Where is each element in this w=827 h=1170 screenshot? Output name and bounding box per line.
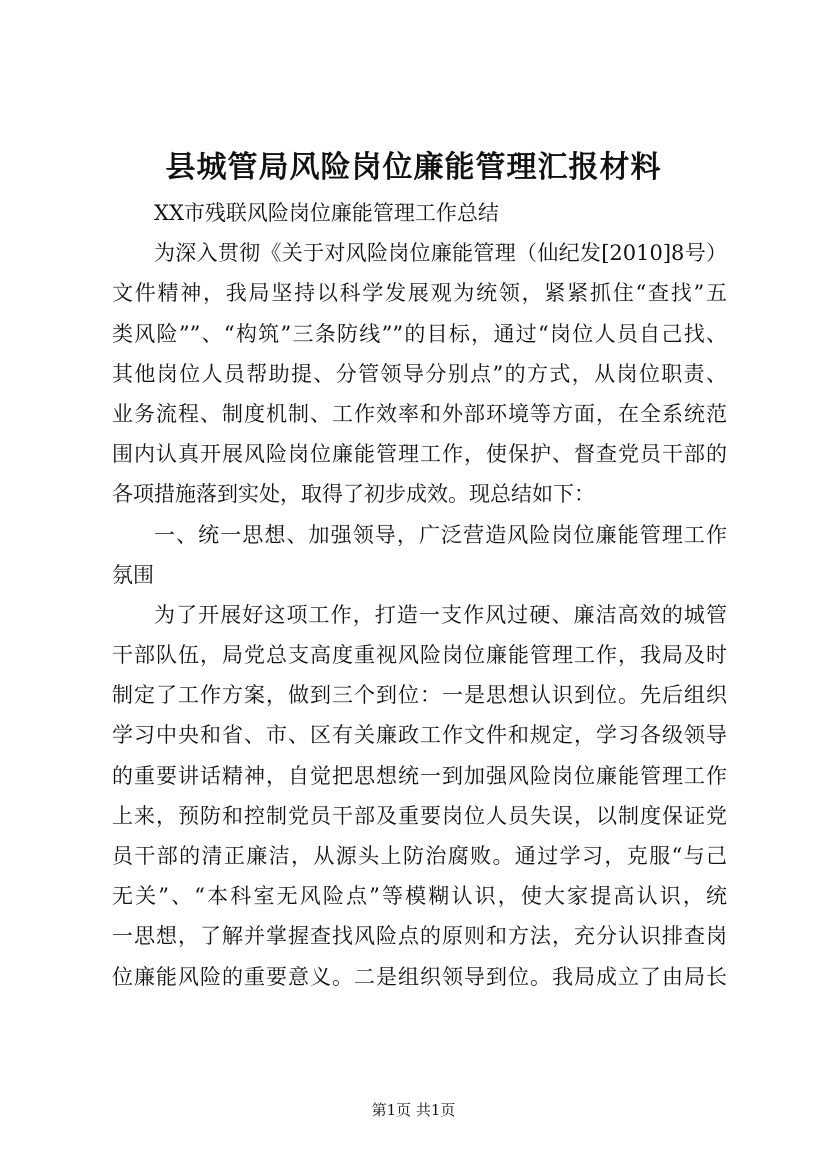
paragraph-line: 一思想，了解并掌握查找风险点的原则和方法，充分认识排查岗 [112,924,727,949]
paragraph-line: 围内认真开展风险岗位廉能管理工作，使保护、督查党员干部的 [112,442,727,467]
paragraph-line: 为了开展好这项工作，打造一支作风过硬、廉洁高效的城管 [154,602,727,627]
paragraph-line: 员干部的清正廉洁，从源头上防治腐败。通过学习，克服“与己 [112,844,727,868]
paragraph-line: 制定了工作方案，做到三个到位：一是思想认识到位。先后组织 [112,683,727,708]
paragraph-line: 为深入贯彻《关于对风险岗位廉能管理（仙纪发[2010]8号） [154,241,727,266]
paragraph-line: 上来，预防和控制党员干部及重要岗位人员失误，以制度保证党 [112,803,727,828]
paragraph-line: 文件精神，我局坚持以科学发展观为统领，紧紧抓住“查找”五 [112,281,727,306]
section-heading-line: 一、统一思想、加强领导，广泛营造风险岗位廉能管理工作 [154,522,727,547]
paragraph-line: 的重要讲话精神，自觉把思想统一到加强风险岗位廉能管理工作 [112,763,727,788]
paragraph-line: 学习中央和省、市、区有关廉政工作文件和规定，学习各级领导 [112,723,727,748]
paragraph-line: 位廉能风险的重要意义。二是组织领导到位。我局成立了由局长 [112,964,727,989]
paragraph-line: 无关”、“本科室无风险点”等模糊认识，使大家提高认识，统 [112,884,727,909]
section-heading-line: 氛围 [112,562,154,587]
paragraph-line: XX市残联风险岗位廉能管理工作总结 [154,201,499,225]
paragraph-line: 类风险””、“构筑”三条防线””的目标，通过“岗位人员自己找、 [112,321,727,346]
paragraph-line: 其他岗位人员帮助提、分管领导分别点”的方式，从岗位职责、 [112,361,727,386]
document-body [112,193,727,997]
document-title: 县城管局风险岗位廉能管理汇报材料 [165,150,662,185]
paragraph-line: 干部队伍，局党总支高度重视风险岗位廉能管理工作，我局及时 [112,643,727,668]
page-number-footer: 第1页 共1页 [371,1101,456,1119]
paragraph-line: 业务流程、制度机制、工作效率和外部环境等方面，在全系统范 [112,401,727,426]
paragraph-line: 各项措施落到实处，取得了初步成效。现总结如下： [112,482,595,507]
